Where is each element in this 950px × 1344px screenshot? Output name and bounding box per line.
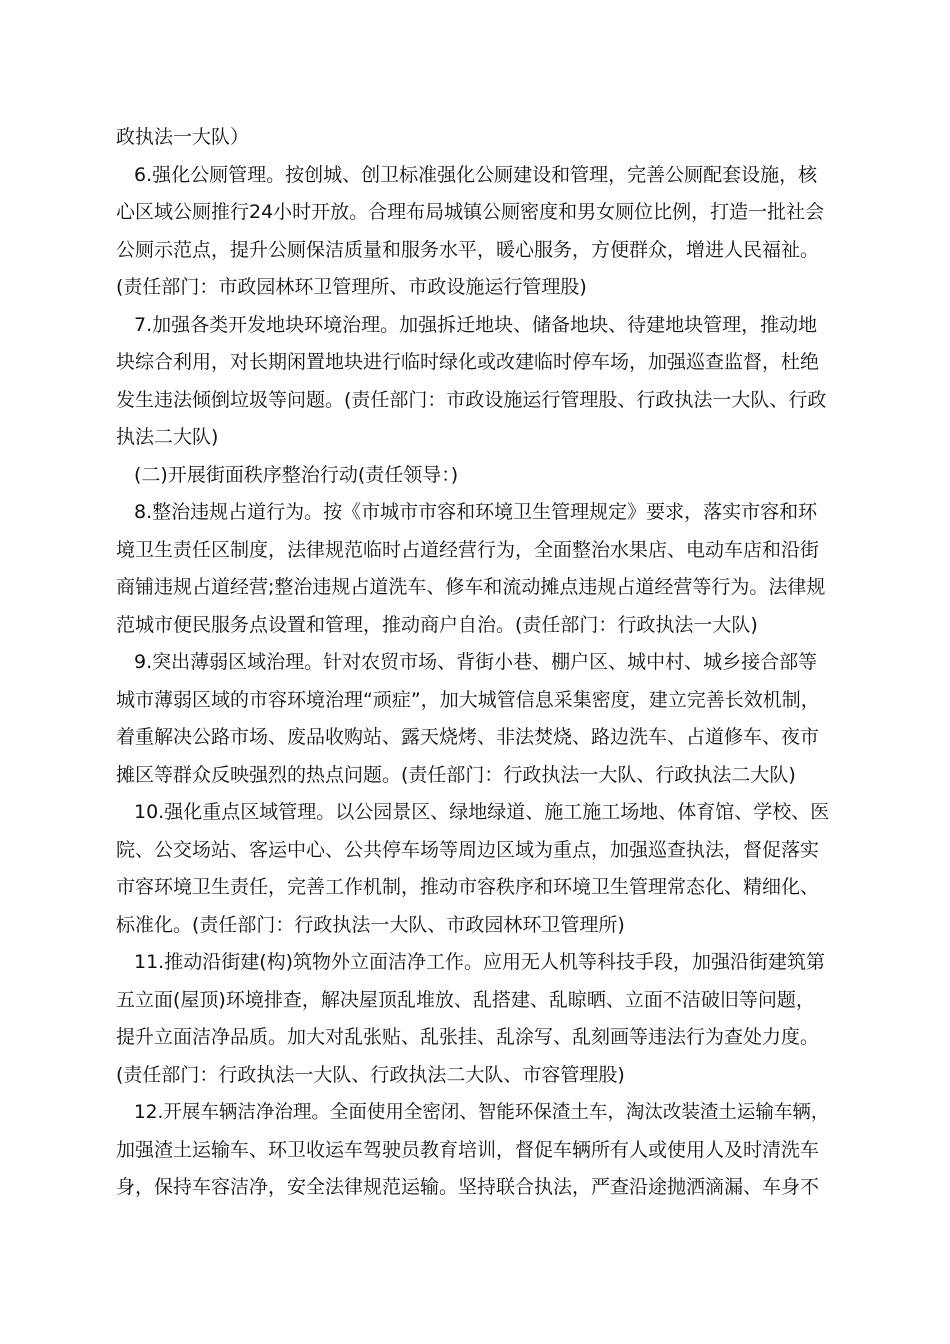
paragraph-line: 身，保持车容洁净，安全法律规范运输。坚持联合执法，严查沿途抛洒滴漏、车身不 (116, 1176, 820, 1198)
paragraph-line: 摊区等群众反映强烈的热点问题。(责任部门：行政执法一大队、行政执法二大队) (116, 763, 796, 786)
document-body (116, 119, 838, 1207)
paragraph-first-line: 12.开展车辆洁净治理。全面使用全密闭、智能环保渣土车，淘汰改装渣土运输车辆， (134, 1102, 830, 1123)
paragraph-line: 境卫生责任区制度，法律规范临时占道经营行为，全面整治水果店、电动车店和沿街 (116, 538, 820, 561)
paragraph-line: (责任部门：市政园林环卫管理所、市政设施运行管理股) (116, 276, 587, 298)
paragraph-first-line: 8.整治违规占道行为。按《市城市市容和环境卫生管理规定》要求，落实市容和环 (134, 501, 818, 523)
paragraph-first-line: 6.强化公厕管理。按创城、创卫标准强化公厕建设和管理，完善公厕配套设施，核 (134, 163, 818, 186)
paragraph-first-line: (二)开展街面秩序整治行动(责任领导：) (134, 463, 459, 486)
paragraph-line: (责任部门：行政执法一大队、行政执法二大队、市容管理股) (116, 1063, 625, 1086)
paragraph-line: 标准化。(责任部门：行政执法一大队、市政园林环卫管理所) (116, 913, 625, 936)
paragraph-line: 市容环境卫生责任，完善工作机制，推动市容秩序和环境卫生管理常态化、精细化、 (116, 876, 820, 898)
paragraph-line: 着重解决公路市场、废品收购站、露天烧烤、非法焚烧、路边洗车、占道修车、夜市 (116, 726, 820, 748)
paragraph-line: 块综合利用，对长期闲置地块进行临时绿化或改建临时停车场，加强巡查监督，杜绝 (116, 351, 820, 373)
paragraph-line: 商铺违规占道经营;整治违规占道洗车、修车和流动摊点违规占道经营等行为。法律规 (116, 576, 826, 598)
paragraph-line: 院、公交场站、客运中心、公共停车场等周边区域为重点，加强巡查执法，督促落实 (116, 838, 820, 861)
paragraph-line: 提升立面洁净品质。加大对乱张贴、乱张挂、乱涂写、乱刻画等违法行为查处力度。 (116, 1026, 820, 1048)
paragraph-line: 城市薄弱区域的市容环境治理“顽症”，加大城管信息采集密度，建立完善长效机制， (116, 688, 820, 711)
paragraph-line: 加强渣土运输车、环卫收运车驾驶员教育培训，督促车辆所有人或使用人及时清洗车 (116, 1138, 820, 1161)
paragraph-first-line: 10.强化重点区域管理。以公园景区、绿地绿道、施工施工场地、体育馆、学校、医 (134, 801, 830, 823)
paragraph-line: 心区域公厕推行24小时开放。合理布局城镇公厕密度和男女厕位比例，打造一批社会 (116, 201, 825, 223)
paragraph-line: 范城市便民服务点设置和管理，推动商户自治。(责任部门：行政执法一大队) (116, 613, 758, 636)
paragraph-line: 公厕示范点，提升公厕保洁质量和服务水平，暖心服务，方便群众，增进人民福祉。 (116, 238, 820, 261)
paragraph-first-line: 9.突出薄弱区域治理。针对农贸市场、背街小巷、棚户区、城中村、城乡接合部等 (134, 651, 818, 673)
paragraph-line: 执法二大队) (116, 426, 219, 448)
paragraph-first-line: 11.推动沿街建(构)筑物外立面洁净工作。应用无人机等科技手段，加强沿街建筑第 (134, 951, 826, 973)
paragraph-line: 政执法一大队） (116, 126, 250, 148)
paragraph-first-line: 7.加强各类开发地块环境治理。加强拆迁地块、储备地块、待建地块管理，推动地 (134, 313, 818, 336)
paragraph-line: 五立面(屋顶)环境排查，解决屋顶乱堆放、乱搭建、乱晾晒、立面不洁破旧等问题， (116, 988, 815, 1011)
paragraph-line: 发生违法倾倒垃圾等问题。(责任部门：市政设施运行管理股、行政执法一大队、行政 (116, 388, 827, 411)
